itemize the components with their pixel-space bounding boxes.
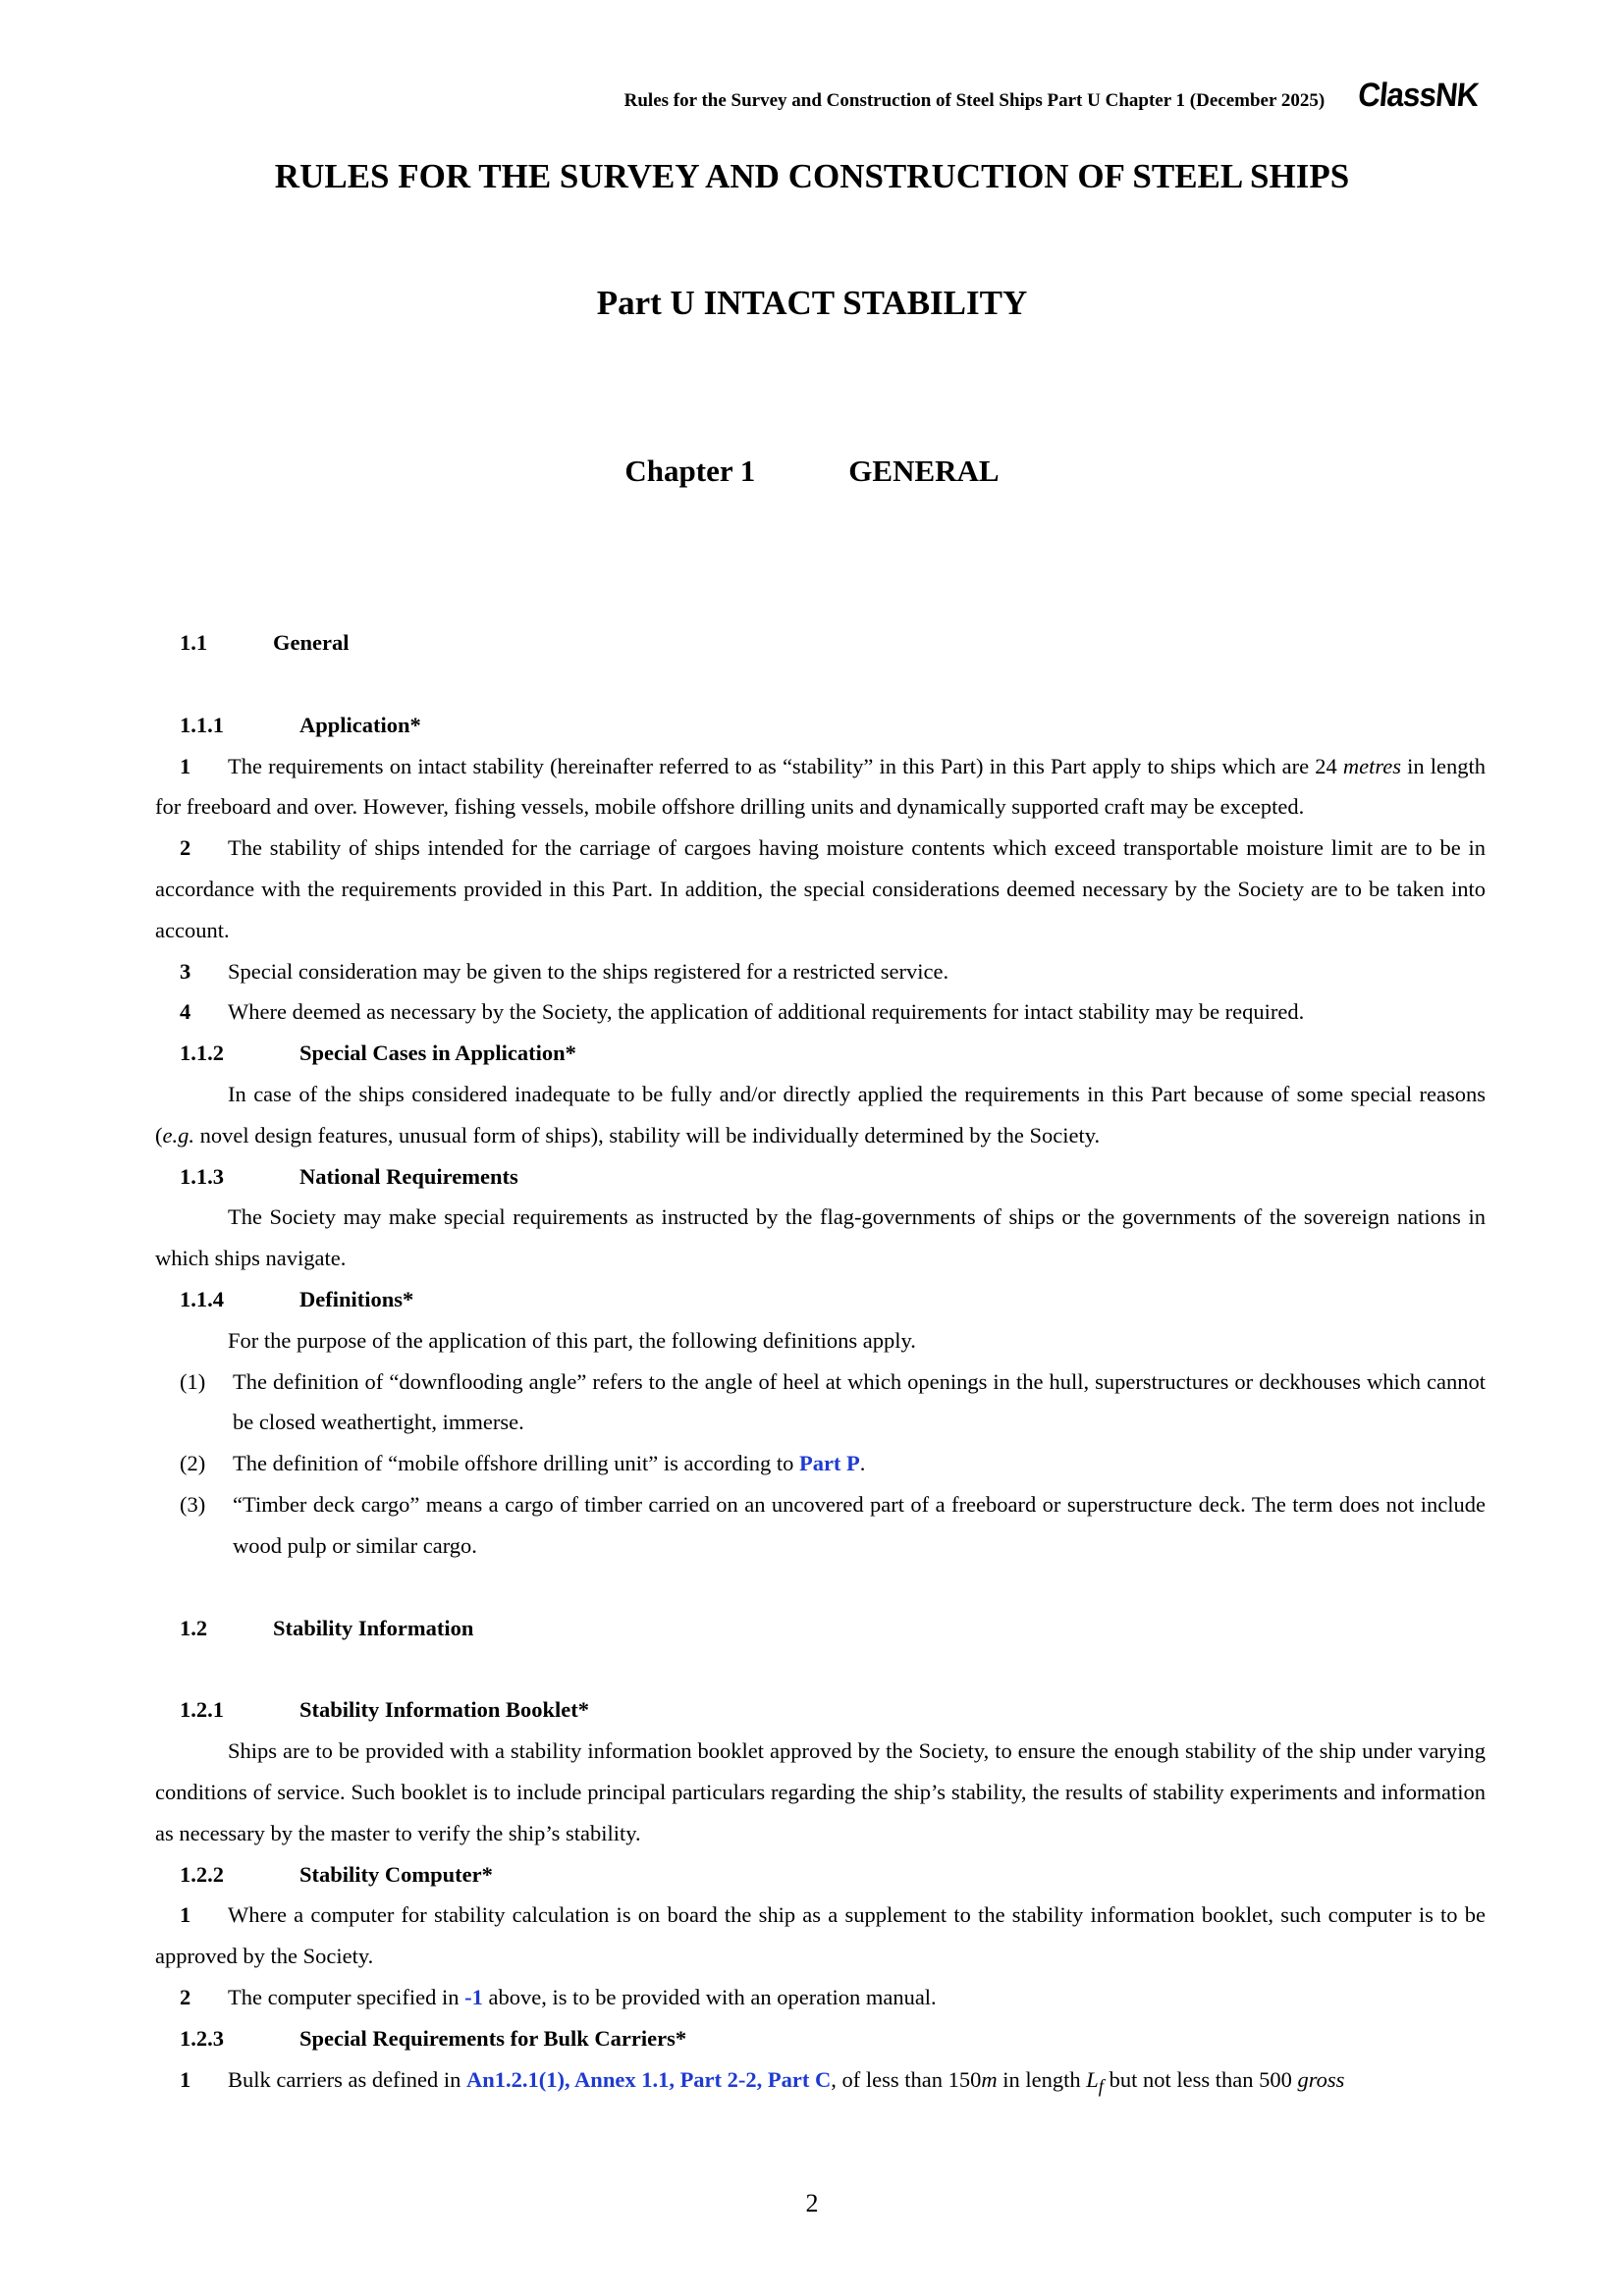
paragraph-1-1-1-2: 2 The stability of ships intended for the carriage of cargoes having moisture contents which exceed transportable moisture limit are to be in accordance with the requirements provided in this Part. In addition, the special considerations deemed necessary by the Society are to be taken into account.: [155, 835, 1486, 942]
subsection-heading-1-2-1: 1.2.1 Stability Information Booklet*: [180, 1697, 590, 1723]
subsection-heading-1-1-1: 1.1.1 Application*: [180, 712, 421, 737]
definition-item-3: (3) “Timber deck cargo” means a cargo of timber carried on an uncovered part of a freeboard or superstructure deck. The term does not include wood pulp or similar cargo.: [180, 1491, 1486, 1558]
paragraph-1-2-1: Ships are to be provided with a stability information booklet approved by the Society, to ensure the enough stability of the ship under varying conditions of service. Such booklet is to include principal particulars regarding the ship’s stability, the results of stability experiments and information as necessary by the master to verify the ship’s stability.: [155, 1738, 1486, 1845]
subsection-heading-1-1-3: 1.1.3 National Requirements: [180, 1163, 518, 1189]
paragraph-1-2-3-1: 1 Bulk carriers as defined in An1.2.1(1), Annex 1.1, Part 2-2, Part C, of less than 150m in length $L_f$ but not less than 500 gross: [180, 2066, 1345, 2097]
annex-ref-link[interactable]: An1.2.1(1), Annex 1.1, Part 2-2, Part C: [466, 2066, 832, 2092]
running-title: Rules for the Survey and Construction of Steel Ships Part U Chapter 1 (December 2025): [623, 90, 1326, 111]
paragraph-1-1-1-1: 1 The requirements on intact stability (hereinafter referred to as “stability” in this Part) in this Part apply to ships which are 24 metres in length for freeboard and over. However, fishing vessels, mobile offshore drilling units and dynamically supported craft may be excepted.: [155, 753, 1486, 820]
classnk-logo: ClassNK: [1356, 77, 1481, 114]
document-body: [155, 622, 1486, 2108]
chapter-number: Chapter 1: [624, 454, 756, 488]
subsection-heading-1-1-2: 1.1.2 Special Cases in Application*: [180, 1041, 576, 1066]
section-heading-1-1: 1.1 General: [180, 630, 350, 655]
ref-1-link[interactable]: -1: [464, 1984, 483, 2009]
definitions-intro: For the purpose of the application of this part, the following definitions apply.: [228, 1327, 916, 1353]
paragraph-1-1-1-3: 3 Special consideration may be given to the ships registered for a restricted service.: [180, 958, 949, 984]
paragraph-1-1-2: In case of the ships considered inadequate to be fully and/or directly applied the requirements in this Part because of some special reasons (e.g. novel design features, unusual form of ships), stability will be individually determined by the Society.: [155, 1081, 1486, 1148]
subsection-heading-1-2-3: 1.2.3 Special Requirements for Bulk Carriers*: [180, 2025, 687, 2051]
definition-item-2: (2) The definition of “mobile offshore drilling unit” is according to Part P.: [180, 1451, 866, 1476]
page-number: 2: [805, 2189, 819, 2217]
paragraph-1-1-3: The Society may make special requirements as instructed by the flag-governments of ships or the governments of the sovereign nations in which ships navigate.: [155, 1204, 1486, 1271]
paragraph-1-1-1-4: 4 Where deemed as necessary by the Society, the application of additional requirements for intact stability may be required.: [180, 999, 1305, 1025]
chapter-name: GENERAL: [848, 454, 1000, 488]
subsection-heading-1-1-4: 1.1.4 Definitions*: [180, 1286, 414, 1311]
paragraph-1-2-2-1: 1 Where a computer for stability calculation is on board the ship as a supplement to the stability information booklet, such computer is to be approved by the Society.: [155, 1902, 1486, 1969]
chapter-title: [0, 454, 1624, 489]
running-header: [147, 77, 1481, 114]
subsection-heading-1-2-2: 1.2.2 Stability Computer*: [180, 1861, 493, 1887]
document-title: RULES FOR THE SURVEY AND CONSTRUCTION OF STEEL SHIPS: [274, 157, 1350, 195]
part-p-link[interactable]: Part P: [798, 1451, 860, 1476]
definition-item-1: (1) The definition of “downflooding angle” refers to the angle of heel at which openings in the hull, superstructures or deckhouses which cannot be closed weathertight, immerse.: [180, 1368, 1486, 1435]
section-heading-1-2: 1.2 Stability Information: [180, 1615, 474, 1640]
paragraph-1-2-2-2: 2 The computer specified in -1 above, is to be provided with an operation manual.: [180, 1984, 937, 2009]
part-title: Part U INTACT STABILITY: [596, 284, 1028, 322]
